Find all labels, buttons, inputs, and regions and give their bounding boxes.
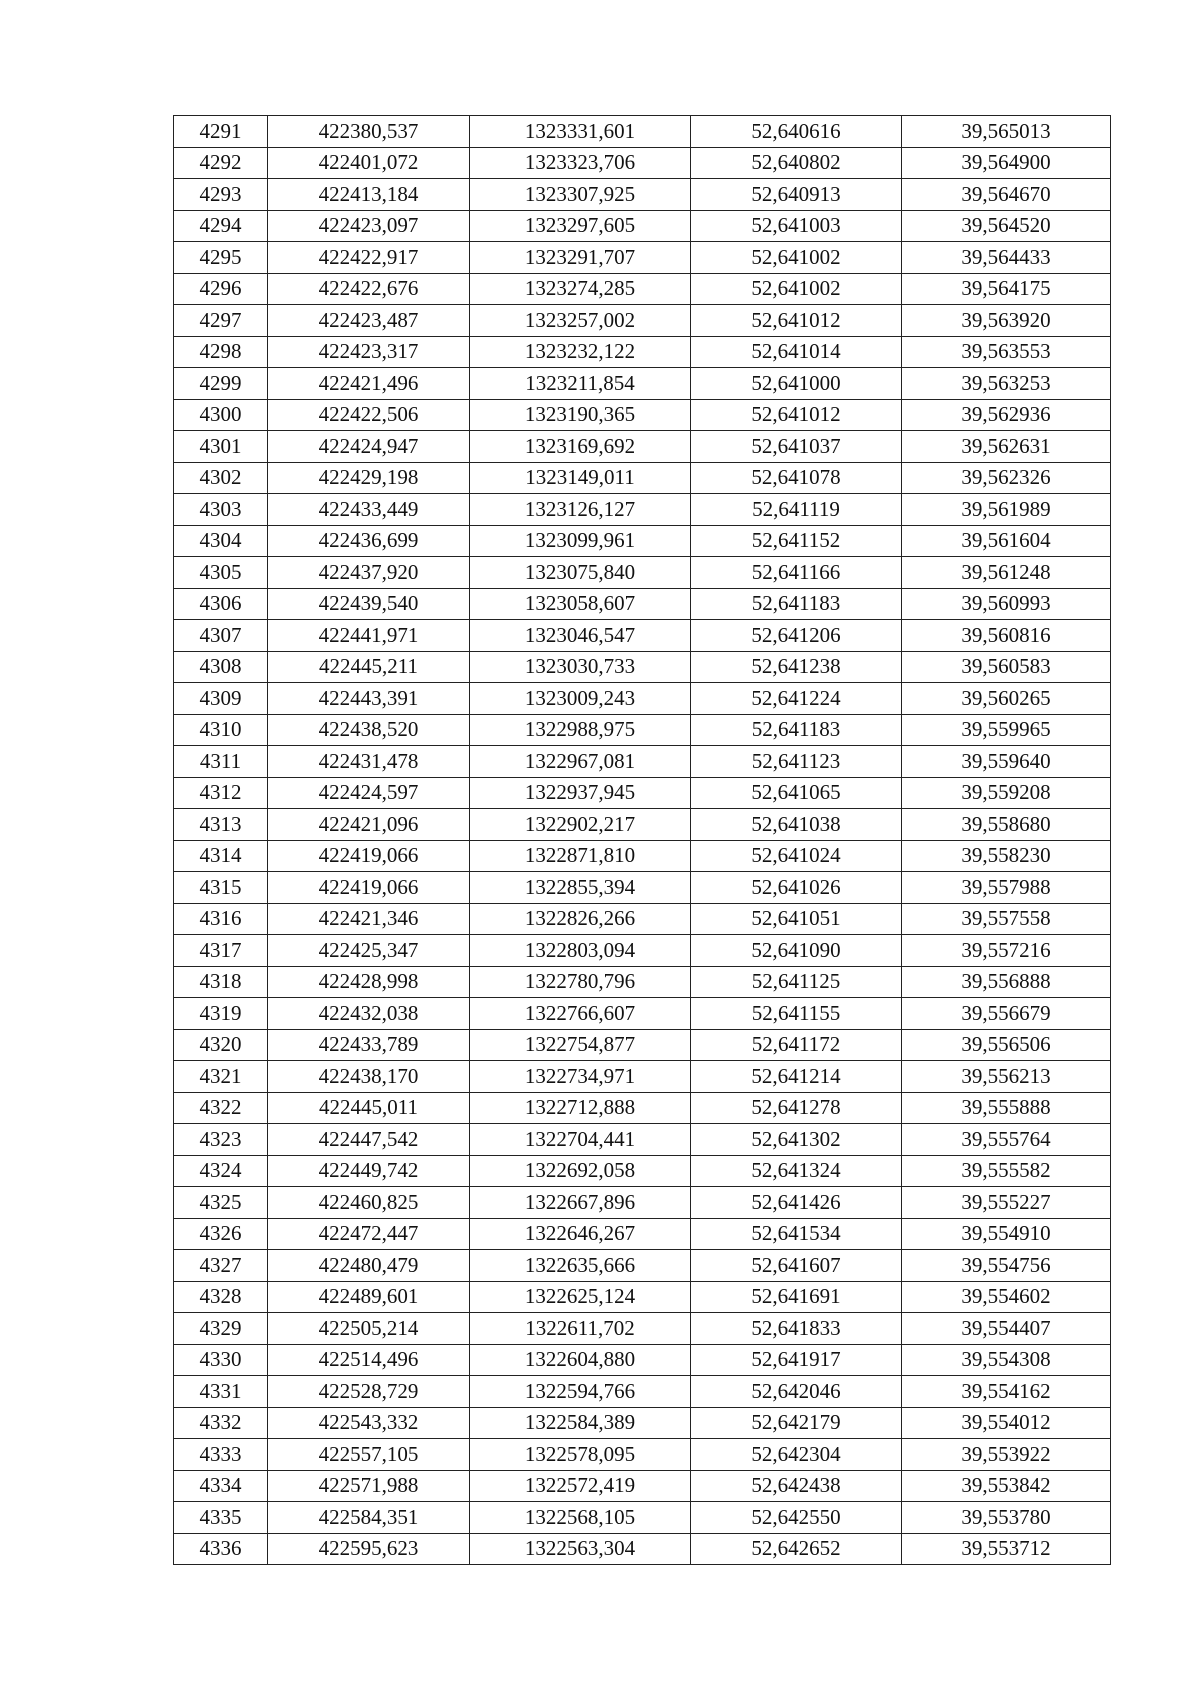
point-number-cell: 4292 (174, 147, 268, 179)
longitude-cell: 39,560993 (902, 588, 1111, 620)
x-coordinate-cell: 422423,317 (268, 336, 470, 368)
y-coordinate-cell: 1322754,877 (470, 1029, 691, 1061)
x-coordinate-cell: 422445,211 (268, 651, 470, 683)
y-coordinate-cell: 1323331,601 (470, 116, 691, 148)
y-coordinate-cell: 1323232,122 (470, 336, 691, 368)
x-coordinate-cell: 422514,496 (268, 1344, 470, 1376)
latitude-cell: 52,641166 (691, 557, 902, 589)
latitude-cell: 52,641302 (691, 1124, 902, 1156)
longitude-cell: 39,557216 (902, 935, 1111, 967)
y-coordinate-cell: 1323274,285 (470, 273, 691, 305)
table-row (174, 777, 1111, 809)
point-number-cell: 4297 (174, 305, 268, 337)
longitude-cell: 39,556888 (902, 966, 1111, 998)
longitude-cell: 39,553842 (902, 1470, 1111, 1502)
y-coordinate-cell: 1323046,547 (470, 620, 691, 652)
point-number-cell: 4327 (174, 1250, 268, 1282)
table-row (174, 116, 1111, 148)
x-coordinate-cell: 422428,998 (268, 966, 470, 998)
point-number-cell: 4309 (174, 683, 268, 715)
y-coordinate-cell: 1322568,105 (470, 1502, 691, 1534)
x-coordinate-cell: 422433,449 (268, 494, 470, 526)
latitude-cell: 52,641002 (691, 273, 902, 305)
y-coordinate-cell: 1322578,095 (470, 1439, 691, 1471)
latitude-cell: 52,641691 (691, 1281, 902, 1313)
table-row (174, 651, 1111, 683)
point-number-cell: 4298 (174, 336, 268, 368)
y-coordinate-cell: 1323126,127 (470, 494, 691, 526)
latitude-cell: 52,641125 (691, 966, 902, 998)
x-coordinate-cell: 422429,198 (268, 462, 470, 494)
y-coordinate-cell: 1322635,666 (470, 1250, 691, 1282)
point-number-cell: 4326 (174, 1218, 268, 1250)
y-coordinate-cell: 1323211,854 (470, 368, 691, 400)
latitude-cell: 52,641534 (691, 1218, 902, 1250)
x-coordinate-cell: 422421,496 (268, 368, 470, 400)
latitude-cell: 52,641206 (691, 620, 902, 652)
y-coordinate-cell: 1323058,607 (470, 588, 691, 620)
x-coordinate-cell: 422423,097 (268, 210, 470, 242)
point-number-cell: 4332 (174, 1407, 268, 1439)
y-coordinate-cell: 1322988,975 (470, 714, 691, 746)
point-number-cell: 4313 (174, 809, 268, 841)
table-row (174, 620, 1111, 652)
y-coordinate-cell: 1322766,607 (470, 998, 691, 1030)
point-number-cell: 4308 (174, 651, 268, 683)
table-row (174, 714, 1111, 746)
latitude-cell: 52,641012 (691, 305, 902, 337)
y-coordinate-cell: 1322604,880 (470, 1344, 691, 1376)
latitude-cell: 52,641426 (691, 1187, 902, 1219)
x-coordinate-cell: 422443,391 (268, 683, 470, 715)
point-number-cell: 4291 (174, 116, 268, 148)
x-coordinate-cell: 422425,347 (268, 935, 470, 967)
table-row (174, 935, 1111, 967)
y-coordinate-cell: 1322667,896 (470, 1187, 691, 1219)
point-number-cell: 4303 (174, 494, 268, 526)
table-row (174, 746, 1111, 778)
x-coordinate-cell: 422421,346 (268, 903, 470, 935)
latitude-cell: 52,641238 (691, 651, 902, 683)
table-row (174, 903, 1111, 935)
x-coordinate-cell: 422447,542 (268, 1124, 470, 1156)
y-coordinate-cell: 1322902,217 (470, 809, 691, 841)
point-number-cell: 4294 (174, 210, 268, 242)
table-row (174, 872, 1111, 904)
y-coordinate-cell: 1322625,124 (470, 1281, 691, 1313)
latitude-cell: 52,641012 (691, 399, 902, 431)
y-coordinate-cell: 1322780,796 (470, 966, 691, 998)
longitude-cell: 39,562326 (902, 462, 1111, 494)
point-number-cell: 4324 (174, 1155, 268, 1187)
latitude-cell: 52,642550 (691, 1502, 902, 1534)
x-coordinate-cell: 422543,332 (268, 1407, 470, 1439)
longitude-cell: 39,556213 (902, 1061, 1111, 1093)
y-coordinate-cell: 1322712,888 (470, 1092, 691, 1124)
latitude-cell: 52,641155 (691, 998, 902, 1030)
longitude-cell: 39,561248 (902, 557, 1111, 589)
longitude-cell: 39,561989 (902, 494, 1111, 526)
table-row (174, 683, 1111, 715)
point-number-cell: 4295 (174, 242, 268, 274)
x-coordinate-cell: 422433,789 (268, 1029, 470, 1061)
table-row (174, 179, 1111, 211)
x-coordinate-cell: 422422,676 (268, 273, 470, 305)
y-coordinate-cell: 1322646,267 (470, 1218, 691, 1250)
table-row (174, 1281, 1111, 1313)
longitude-cell: 39,553712 (902, 1533, 1111, 1565)
table-row (174, 1407, 1111, 1439)
y-coordinate-cell: 1322803,094 (470, 935, 691, 967)
latitude-cell: 52,640802 (691, 147, 902, 179)
table-row (174, 557, 1111, 589)
longitude-cell: 39,565013 (902, 116, 1111, 148)
longitude-cell: 39,554407 (902, 1313, 1111, 1345)
longitude-cell: 39,562631 (902, 431, 1111, 463)
latitude-cell: 52,641000 (691, 368, 902, 400)
y-coordinate-cell: 1323190,365 (470, 399, 691, 431)
longitude-cell: 39,559965 (902, 714, 1111, 746)
x-coordinate-cell: 422413,184 (268, 179, 470, 211)
table-row (174, 1344, 1111, 1376)
point-number-cell: 4325 (174, 1187, 268, 1219)
latitude-cell: 52,642652 (691, 1533, 902, 1565)
table-row (174, 399, 1111, 431)
latitude-cell: 52,641123 (691, 746, 902, 778)
y-coordinate-cell: 1323075,840 (470, 557, 691, 589)
table-row (174, 1092, 1111, 1124)
x-coordinate-cell: 422528,729 (268, 1376, 470, 1408)
longitude-cell: 39,557558 (902, 903, 1111, 935)
longitude-cell: 39,563920 (902, 305, 1111, 337)
x-coordinate-cell: 422557,105 (268, 1439, 470, 1471)
latitude-cell: 52,641152 (691, 525, 902, 557)
y-coordinate-cell: 1323030,733 (470, 651, 691, 683)
table-row (174, 147, 1111, 179)
x-coordinate-cell: 422419,066 (268, 872, 470, 904)
x-coordinate-cell: 422380,537 (268, 116, 470, 148)
latitude-cell: 52,640913 (691, 179, 902, 211)
latitude-cell: 52,641214 (691, 1061, 902, 1093)
longitude-cell: 39,559208 (902, 777, 1111, 809)
y-coordinate-cell: 1323257,002 (470, 305, 691, 337)
longitude-cell: 39,558230 (902, 840, 1111, 872)
x-coordinate-cell: 422432,038 (268, 998, 470, 1030)
x-coordinate-cell: 422480,479 (268, 1250, 470, 1282)
longitude-cell: 39,554910 (902, 1218, 1111, 1250)
latitude-cell: 52,641833 (691, 1313, 902, 1345)
y-coordinate-cell: 1322704,441 (470, 1124, 691, 1156)
table-row (174, 1533, 1111, 1565)
coordinates-table (173, 115, 1111, 1565)
y-coordinate-cell: 1322563,304 (470, 1533, 691, 1565)
latitude-cell: 52,641003 (691, 210, 902, 242)
latitude-cell: 52,641324 (691, 1155, 902, 1187)
latitude-cell: 52,641024 (691, 840, 902, 872)
x-coordinate-cell: 422424,597 (268, 777, 470, 809)
x-coordinate-cell: 422424,947 (268, 431, 470, 463)
table-row (174, 368, 1111, 400)
longitude-cell: 39,564433 (902, 242, 1111, 274)
point-number-cell: 4318 (174, 966, 268, 998)
point-number-cell: 4304 (174, 525, 268, 557)
y-coordinate-cell: 1322584,389 (470, 1407, 691, 1439)
x-coordinate-cell: 422441,971 (268, 620, 470, 652)
longitude-cell: 39,556506 (902, 1029, 1111, 1061)
x-coordinate-cell: 422595,623 (268, 1533, 470, 1565)
latitude-cell: 52,641078 (691, 462, 902, 494)
x-coordinate-cell: 422438,170 (268, 1061, 470, 1093)
y-coordinate-cell: 1323291,707 (470, 242, 691, 274)
latitude-cell: 52,641002 (691, 242, 902, 274)
longitude-cell: 39,555227 (902, 1187, 1111, 1219)
point-number-cell: 4331 (174, 1376, 268, 1408)
x-coordinate-cell: 422571,988 (268, 1470, 470, 1502)
point-number-cell: 4315 (174, 872, 268, 904)
table-row (174, 210, 1111, 242)
table-row (174, 494, 1111, 526)
longitude-cell: 39,554162 (902, 1376, 1111, 1408)
table-row (174, 1376, 1111, 1408)
point-number-cell: 4293 (174, 179, 268, 211)
longitude-cell: 39,554012 (902, 1407, 1111, 1439)
x-coordinate-cell: 422423,487 (268, 305, 470, 337)
longitude-cell: 39,555764 (902, 1124, 1111, 1156)
latitude-cell: 52,641014 (691, 336, 902, 368)
point-number-cell: 4335 (174, 1502, 268, 1534)
latitude-cell: 52,641038 (691, 809, 902, 841)
y-coordinate-cell: 1323297,605 (470, 210, 691, 242)
point-number-cell: 4299 (174, 368, 268, 400)
y-coordinate-cell: 1322826,266 (470, 903, 691, 935)
point-number-cell: 4334 (174, 1470, 268, 1502)
longitude-cell: 39,553780 (902, 1502, 1111, 1534)
point-number-cell: 4312 (174, 777, 268, 809)
table-row (174, 1155, 1111, 1187)
y-coordinate-cell: 1323169,692 (470, 431, 691, 463)
table-row (174, 1250, 1111, 1282)
table-row (174, 1187, 1111, 1219)
x-coordinate-cell: 422437,920 (268, 557, 470, 589)
point-number-cell: 4317 (174, 935, 268, 967)
x-coordinate-cell: 422422,506 (268, 399, 470, 431)
longitude-cell: 39,564175 (902, 273, 1111, 305)
longitude-cell: 39,560265 (902, 683, 1111, 715)
latitude-cell: 52,641607 (691, 1250, 902, 1282)
y-coordinate-cell: 1322734,971 (470, 1061, 691, 1093)
table-row (174, 1218, 1111, 1250)
y-coordinate-cell: 1322855,394 (470, 872, 691, 904)
latitude-cell: 52,641172 (691, 1029, 902, 1061)
point-number-cell: 4311 (174, 746, 268, 778)
latitude-cell: 52,641090 (691, 935, 902, 967)
point-number-cell: 4322 (174, 1092, 268, 1124)
x-coordinate-cell: 422419,066 (268, 840, 470, 872)
point-number-cell: 4314 (174, 840, 268, 872)
x-coordinate-cell: 422439,540 (268, 588, 470, 620)
y-coordinate-cell: 1323009,243 (470, 683, 691, 715)
y-coordinate-cell: 1322871,810 (470, 840, 691, 872)
latitude-cell: 52,641278 (691, 1092, 902, 1124)
longitude-cell: 39,561604 (902, 525, 1111, 557)
x-coordinate-cell: 422505,214 (268, 1313, 470, 1345)
longitude-cell: 39,554602 (902, 1281, 1111, 1313)
table-row (174, 273, 1111, 305)
latitude-cell: 52,641183 (691, 588, 902, 620)
point-number-cell: 4329 (174, 1313, 268, 1345)
x-coordinate-cell: 422472,447 (268, 1218, 470, 1250)
longitude-cell: 39,555888 (902, 1092, 1111, 1124)
y-coordinate-cell: 1323307,925 (470, 179, 691, 211)
table-row (174, 1029, 1111, 1061)
y-coordinate-cell: 1323099,961 (470, 525, 691, 557)
table-row (174, 242, 1111, 274)
table-row (174, 840, 1111, 872)
x-coordinate-cell: 422445,011 (268, 1092, 470, 1124)
latitude-cell: 52,641224 (691, 683, 902, 715)
y-coordinate-cell: 1322967,081 (470, 746, 691, 778)
latitude-cell: 52,641051 (691, 903, 902, 935)
x-coordinate-cell: 422449,742 (268, 1155, 470, 1187)
table-row (174, 998, 1111, 1030)
point-number-cell: 4333 (174, 1439, 268, 1471)
table-row (174, 1124, 1111, 1156)
table-row (174, 1313, 1111, 1345)
point-number-cell: 4302 (174, 462, 268, 494)
longitude-cell: 39,560583 (902, 651, 1111, 683)
x-coordinate-cell: 422436,699 (268, 525, 470, 557)
y-coordinate-cell: 1323323,706 (470, 147, 691, 179)
y-coordinate-cell: 1322611,702 (470, 1313, 691, 1345)
latitude-cell: 52,642179 (691, 1407, 902, 1439)
table-row (174, 1439, 1111, 1471)
latitude-cell: 52,641026 (691, 872, 902, 904)
point-number-cell: 4321 (174, 1061, 268, 1093)
longitude-cell: 39,554308 (902, 1344, 1111, 1376)
x-coordinate-cell: 422422,917 (268, 242, 470, 274)
y-coordinate-cell: 1322572,419 (470, 1470, 691, 1502)
latitude-cell: 52,640616 (691, 116, 902, 148)
point-number-cell: 4307 (174, 620, 268, 652)
longitude-cell: 39,555582 (902, 1155, 1111, 1187)
table-row (174, 809, 1111, 841)
longitude-cell: 39,554756 (902, 1250, 1111, 1282)
latitude-cell: 52,642304 (691, 1439, 902, 1471)
x-coordinate-cell: 422401,072 (268, 147, 470, 179)
longitude-cell: 39,564520 (902, 210, 1111, 242)
x-coordinate-cell: 422489,601 (268, 1281, 470, 1313)
longitude-cell: 39,553922 (902, 1439, 1111, 1471)
table-row (174, 588, 1111, 620)
longitude-cell: 39,563253 (902, 368, 1111, 400)
longitude-cell: 39,559640 (902, 746, 1111, 778)
point-number-cell: 4300 (174, 399, 268, 431)
y-coordinate-cell: 1322594,766 (470, 1376, 691, 1408)
point-number-cell: 4306 (174, 588, 268, 620)
longitude-cell: 39,562936 (902, 399, 1111, 431)
longitude-cell: 39,564900 (902, 147, 1111, 179)
point-number-cell: 4316 (174, 903, 268, 935)
table-row (174, 1502, 1111, 1534)
point-number-cell: 4320 (174, 1029, 268, 1061)
table-row (174, 462, 1111, 494)
latitude-cell: 52,642046 (691, 1376, 902, 1408)
longitude-cell: 39,560816 (902, 620, 1111, 652)
point-number-cell: 4305 (174, 557, 268, 589)
point-number-cell: 4336 (174, 1533, 268, 1565)
point-number-cell: 4301 (174, 431, 268, 463)
table-row (174, 1061, 1111, 1093)
y-coordinate-cell: 1322692,058 (470, 1155, 691, 1187)
longitude-cell: 39,558680 (902, 809, 1111, 841)
latitude-cell: 52,641119 (691, 494, 902, 526)
latitude-cell: 52,642438 (691, 1470, 902, 1502)
point-number-cell: 4319 (174, 998, 268, 1030)
x-coordinate-cell: 422438,520 (268, 714, 470, 746)
table-row (174, 431, 1111, 463)
point-number-cell: 4330 (174, 1344, 268, 1376)
x-coordinate-cell: 422431,478 (268, 746, 470, 778)
latitude-cell: 52,641037 (691, 431, 902, 463)
x-coordinate-cell: 422584,351 (268, 1502, 470, 1534)
table-row (174, 336, 1111, 368)
table-row (174, 966, 1111, 998)
longitude-cell: 39,563553 (902, 336, 1111, 368)
point-number-cell: 4323 (174, 1124, 268, 1156)
latitude-cell: 52,641917 (691, 1344, 902, 1376)
point-number-cell: 4328 (174, 1281, 268, 1313)
latitude-cell: 52,641183 (691, 714, 902, 746)
coordinates-table-body (174, 116, 1111, 1565)
y-coordinate-cell: 1323149,011 (470, 462, 691, 494)
table-row (174, 305, 1111, 337)
table-row (174, 1470, 1111, 1502)
y-coordinate-cell: 1322937,945 (470, 777, 691, 809)
table-row (174, 525, 1111, 557)
longitude-cell: 39,564670 (902, 179, 1111, 211)
longitude-cell: 39,556679 (902, 998, 1111, 1030)
point-number-cell: 4310 (174, 714, 268, 746)
latitude-cell: 52,641065 (691, 777, 902, 809)
x-coordinate-cell: 422460,825 (268, 1187, 470, 1219)
point-number-cell: 4296 (174, 273, 268, 305)
x-coordinate-cell: 422421,096 (268, 809, 470, 841)
longitude-cell: 39,557988 (902, 872, 1111, 904)
